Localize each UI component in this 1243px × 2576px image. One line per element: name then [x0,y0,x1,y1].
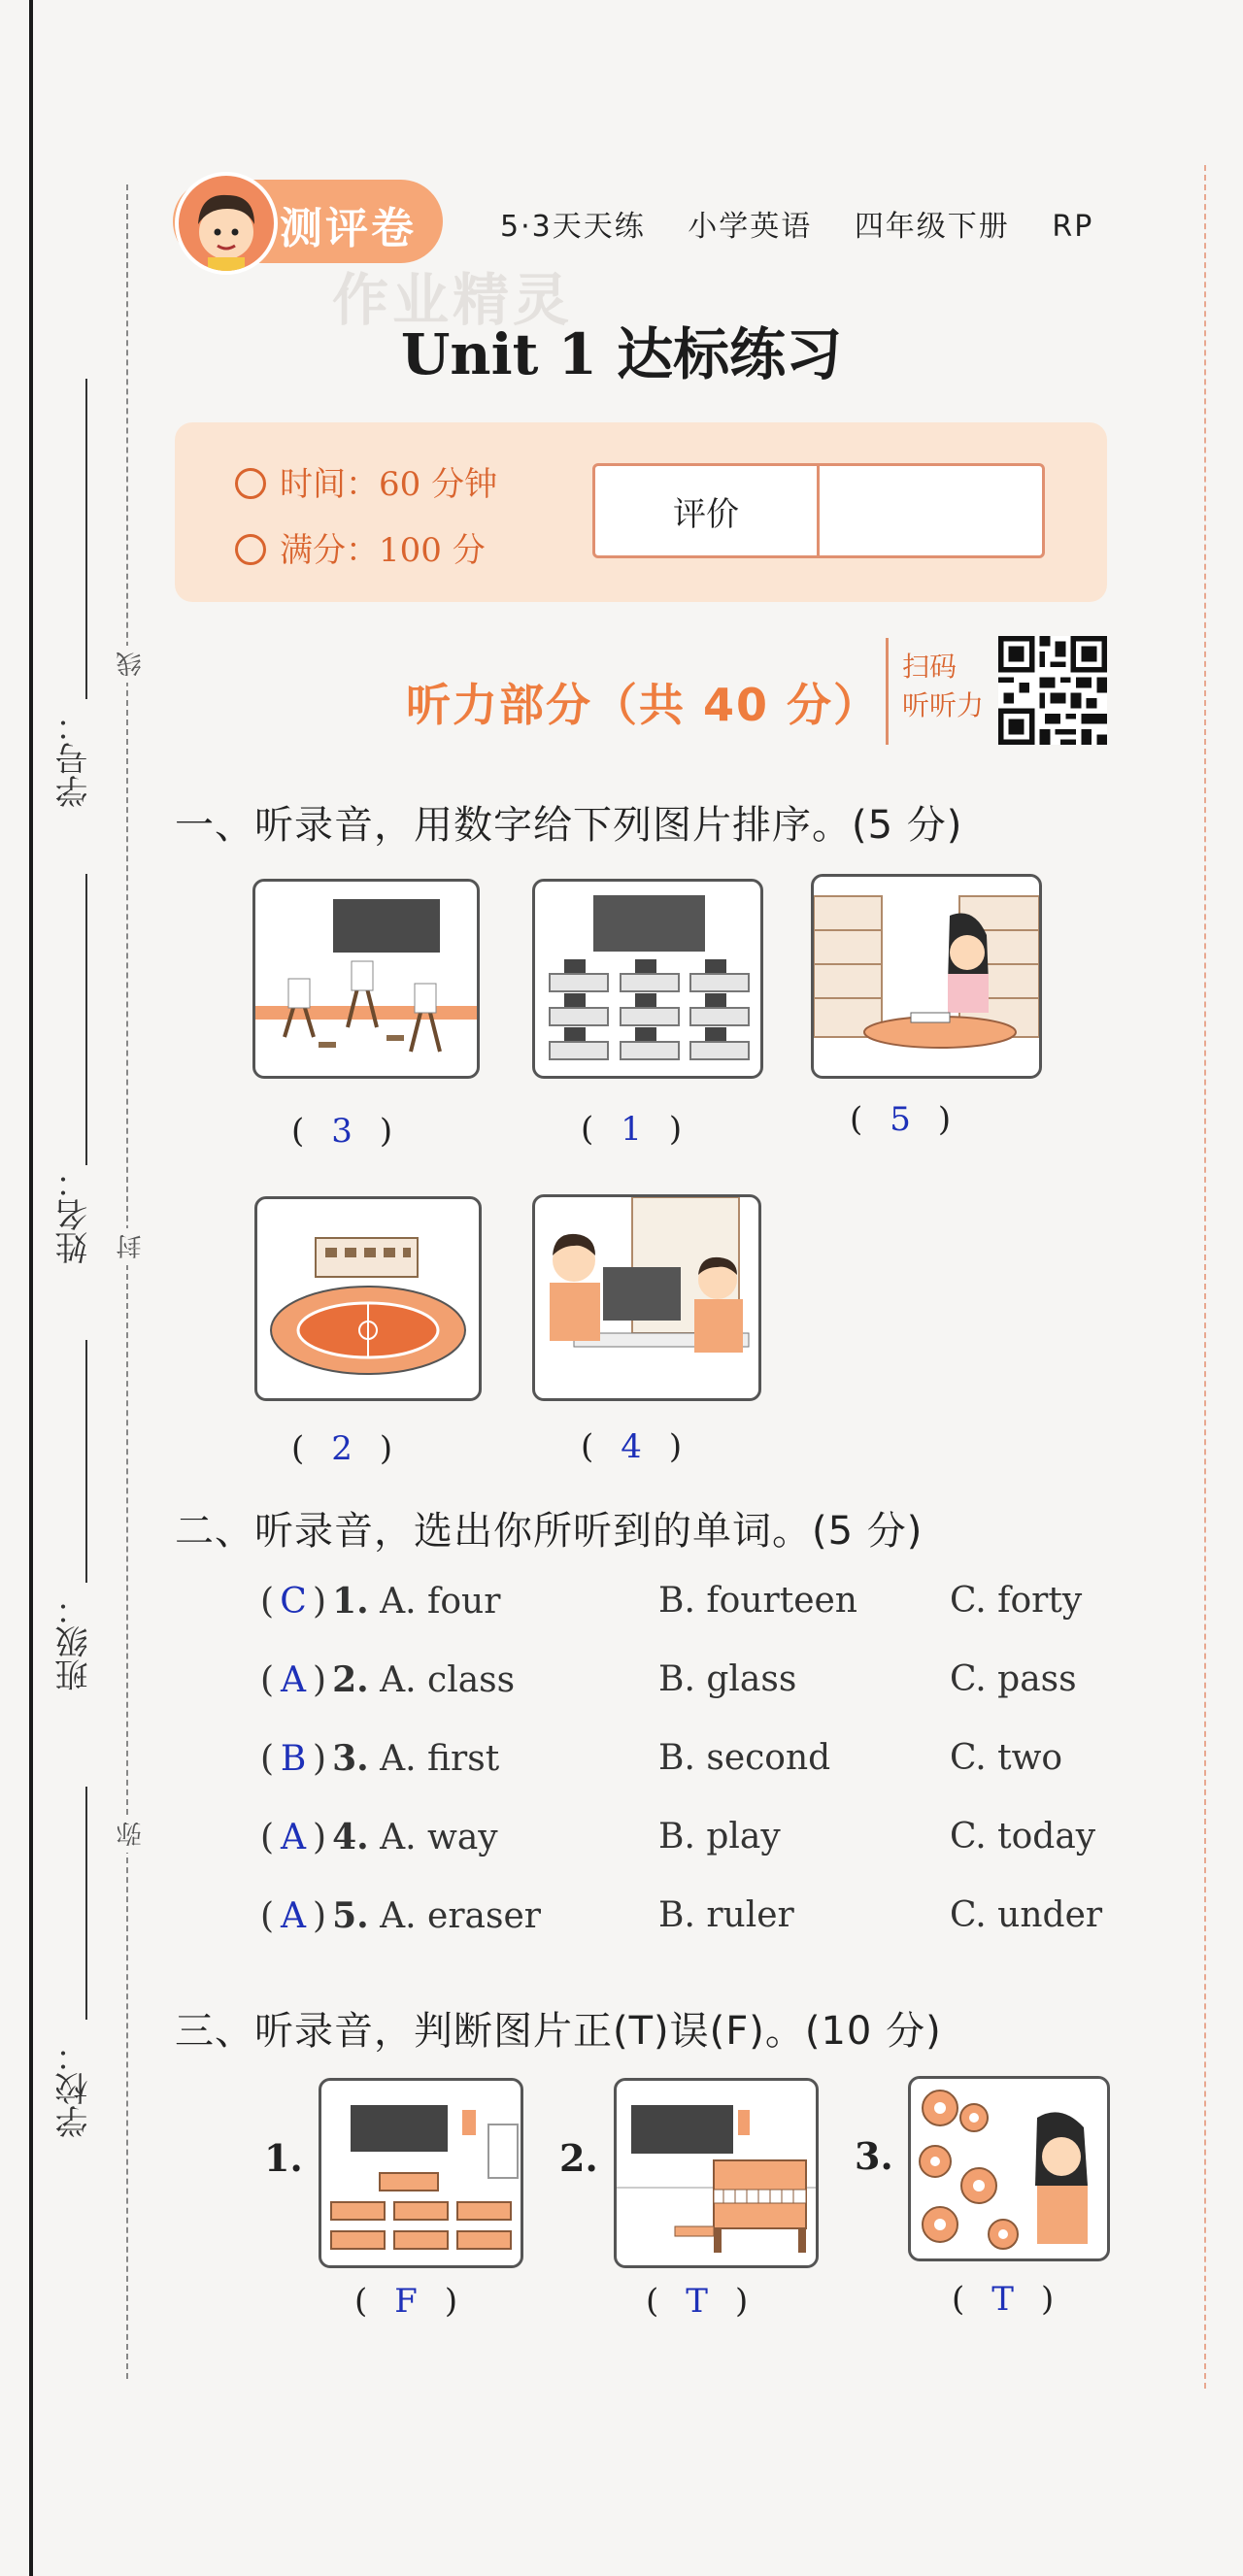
seal-line-char: 线 [113,646,149,683]
computer-pair-picture [532,1194,761,1401]
exam-info-box [175,422,1107,602]
evaluation-cell[interactable] [820,466,1042,555]
choice-answer: A [281,1818,307,1857]
classroom-picture [319,2078,523,2268]
computer-room-picture [532,879,763,1079]
question-number: 4. [332,1817,369,1857]
question-number: 2. [332,1659,369,1700]
qr-code-icon[interactable] [998,636,1107,745]
id-line [85,379,87,699]
section-1-answer-1[interactable]: ( 3 ) [291,1112,393,1151]
section-3-answer-2[interactable]: ( T ) [646,2282,749,2321]
choice-question-4[interactable]: ( A ) 4. A. way B. play C. today [260,1817,1096,1857]
option-c: C. forty [950,1581,1083,1621]
section-3-answer-3[interactable]: ( T ) [952,2280,1055,2319]
score-text: 满分：100 分 [280,531,486,570]
clock-icon [235,468,266,499]
option-c: C. two [950,1738,1063,1778]
picture-number-2: 2. [559,2136,598,2180]
scan-text-1: 扫码 [902,651,957,683]
badge-text: 测评卷 [280,204,417,253]
section-3-heading: 三、听录音，判断图片正(T)误(F)。(10 分) [175,2009,942,2054]
id-label: 学号： [55,709,94,808]
answer-value: T [991,2280,1014,2319]
option-c: C. today [950,1817,1096,1857]
picture-number-3: 3. [855,2134,893,2178]
page-title: Unit 1 达标练习 [400,321,843,387]
evaluation-table [592,463,1045,558]
library-picture [811,874,1042,1079]
time-row [235,457,497,505]
evaluation-label: 评价 [595,466,820,555]
option-b: B. play [658,1817,781,1857]
option-a: A. class [380,1660,516,1700]
choice-question-5[interactable]: ( A ) 5. A. eraser B. ruler C. under [260,1895,1103,1936]
subject-name: 小学英语 [688,210,813,244]
question-number: 1. [332,1581,369,1622]
flowers-girl-picture [908,2076,1110,2261]
section-1-answer-4[interactable]: ( 2 ) [291,1429,393,1468]
choice-question-1[interactable]: ( C ) 1. A. four B. fourteen C. forty [260,1581,1083,1622]
time-text: 时间：60 分钟 [280,465,498,504]
seal-mi-char: 弥 [113,1816,149,1853]
scan-prompt [886,638,992,745]
section-3-answer-1[interactable]: ( F ) [354,2282,458,2321]
series-name: 5·3天天练 [500,210,646,244]
picture-number-1: 1. [264,2136,303,2180]
section-1-answer-3[interactable]: ( 5 ) [850,1100,952,1139]
grade-name: 四年级下册 [854,210,1010,244]
choice-answer: A [281,1660,307,1700]
option-c: C. pass [950,1659,1077,1699]
section-2-heading: 二、听录音，选出你所听到的单词。(5 分) [175,1509,924,1554]
scan-text-2: 听听力 [902,689,985,721]
option-b: B. glass [658,1659,797,1699]
option-a: A. eraser [380,1896,541,1936]
option-a: A. first [380,1739,500,1779]
school-line [85,1787,87,2020]
school-label: 学校： [55,2039,94,2138]
check-circle-icon [235,534,266,565]
name-line [85,874,87,1165]
choice-answer: A [281,1896,307,1936]
seal-feng-char: 封 [113,1228,149,1265]
choice-answer: B [280,1739,307,1779]
section-1-answer-2[interactable]: ( 1 ) [581,1110,683,1149]
right-guide-line [1204,165,1206,2389]
section-1-answer-5[interactable]: ( 4 ) [581,1427,683,1466]
art-room-picture [252,879,480,1079]
name-label: 姓名： [55,1165,94,1264]
option-a: A. four [380,1582,501,1622]
choice-question-3[interactable]: ( B ) 3. A. first B. second C. two [260,1738,1063,1779]
class-label: 班级： [55,1592,94,1691]
answer-value: 5 [890,1100,911,1139]
option-b: B. second [658,1738,831,1778]
listening-heading: 听力部分（共 40 分） [406,679,881,731]
choice-question-2[interactable]: ( A ) 2. A. class B. glass C. pass [260,1659,1077,1700]
binding-line [126,184,128,2379]
question-number: 3. [332,1738,369,1779]
option-c: C. under [950,1895,1103,1935]
answer-value: 3 [331,1112,353,1151]
option-a: A. way [380,1818,498,1857]
assessment-badge [173,180,443,263]
watermark: 作业精灵 [332,267,574,333]
section-1-heading: 一、听录音，用数字给下列图片排序。(5 分) [175,803,963,848]
question-number: 5. [332,1895,369,1936]
option-b: B. fourteen [658,1581,857,1621]
answer-value: 2 [331,1429,353,1468]
answer-value: 1 [621,1110,642,1149]
option-b: B. ruler [658,1895,794,1935]
choice-answer: C [280,1582,307,1622]
playground-picture [254,1196,482,1401]
answer-value: F [394,2282,418,2321]
edition-code: RP [1052,210,1094,244]
score-row [235,523,486,571]
book-header [500,202,1125,245]
class-line [85,1340,87,1583]
answer-value: 4 [621,1427,642,1466]
music-room-picture [614,2078,819,2268]
answer-value: T [686,2282,708,2321]
boy-avatar-icon [175,172,278,275]
